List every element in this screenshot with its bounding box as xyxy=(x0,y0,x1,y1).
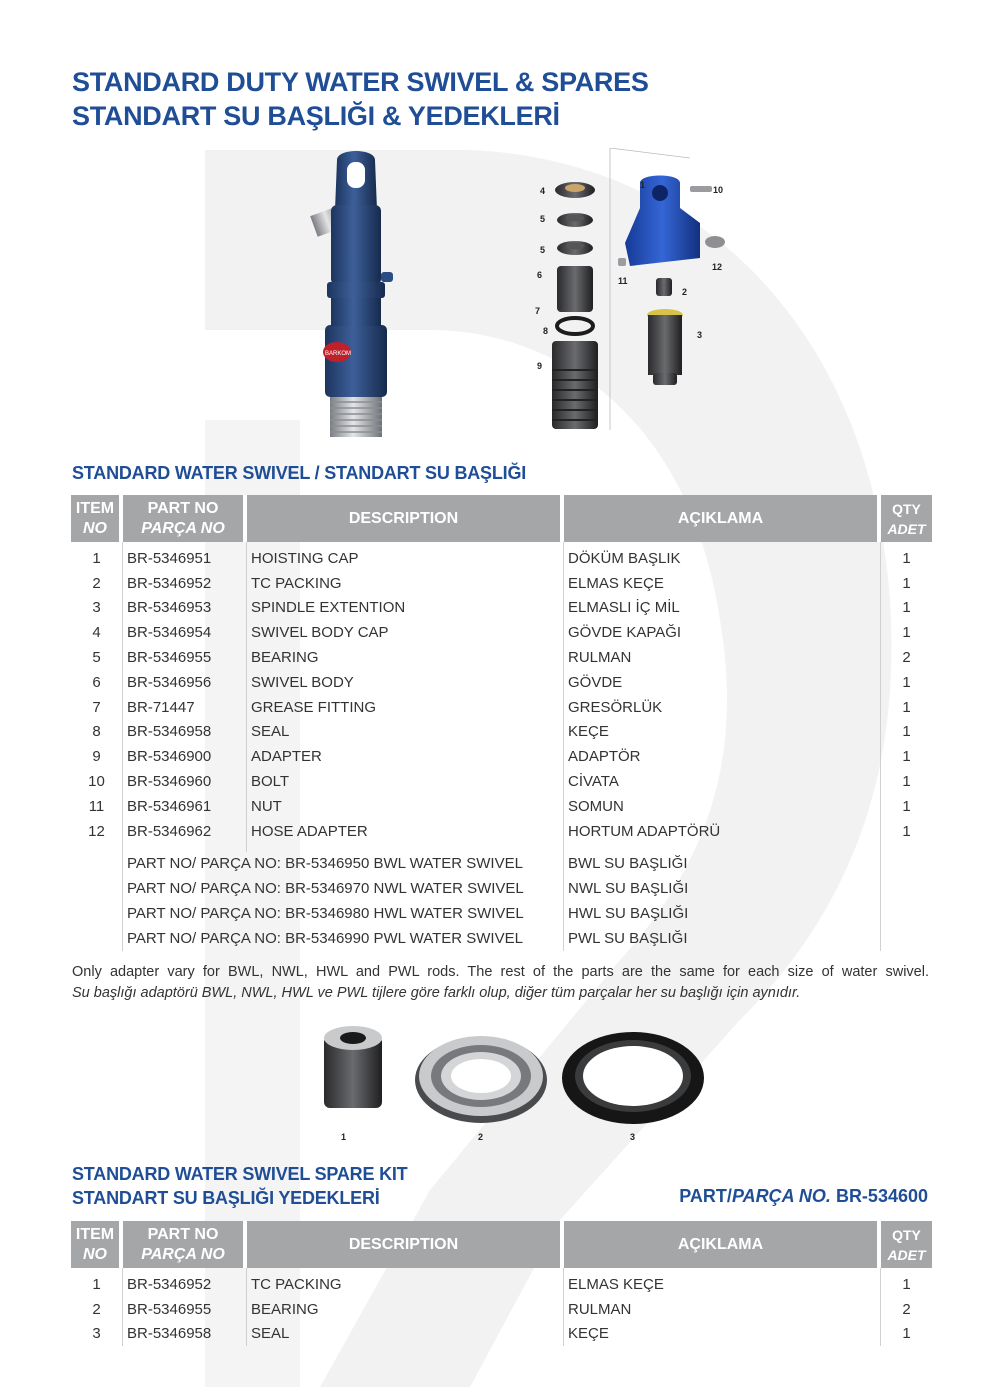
table-spacer-row xyxy=(71,844,932,852)
empty-cell xyxy=(564,844,881,852)
aciklama-cell: ELMAS KEÇE xyxy=(564,571,881,596)
table-row xyxy=(71,819,932,844)
table-row xyxy=(71,695,932,720)
part-number-cell: BR-71447 xyxy=(123,695,247,720)
variant-part-text: PART NO/ PARÇA NO: BR-5346980 HWL WATER SWIVEL xyxy=(123,901,564,926)
exploded-label-9: 9 xyxy=(537,361,543,371)
table-row xyxy=(71,542,932,571)
table-row xyxy=(71,571,932,596)
header-description: DESCRIPTION xyxy=(247,1221,564,1268)
item-number-cell: 6 xyxy=(71,670,123,695)
qty-cell: 1 xyxy=(902,1275,911,1293)
aciklama-cell: GRESÖRLÜK xyxy=(564,695,881,720)
table-header-row xyxy=(71,1221,932,1268)
qty-cell: 2 xyxy=(902,649,911,667)
part-number-cell: BR-5346956 xyxy=(123,670,247,695)
qty-cell: 1 xyxy=(902,773,911,791)
note-paragraph xyxy=(72,962,929,1004)
qty-cell: 1 xyxy=(902,797,911,815)
part-number-cell: BR-5346953 xyxy=(123,596,247,621)
exploded-label-8: 8 xyxy=(543,326,549,336)
water-swivel-image xyxy=(295,150,415,440)
aciklama-cell: GÖVDE xyxy=(564,670,881,695)
item-number-cell: 1 xyxy=(71,1268,123,1297)
variant-aciklama-cell: NWL SU BAŞLIĞI xyxy=(564,876,881,901)
aciklama-cell: RULMAN xyxy=(564,1297,881,1322)
exploded-label-1: 1 xyxy=(640,180,646,190)
seal-image xyxy=(560,1026,706,1126)
kit-section-title-tr: STANDART SU BAŞLIĞI YEDEKLERİ xyxy=(72,1188,380,1208)
exploded-label-5a: 5 xyxy=(540,214,546,224)
aciklama-cell: CİVATA xyxy=(564,769,881,794)
tc-packing-image xyxy=(318,1022,388,1114)
description-cell: BEARING xyxy=(247,645,564,670)
empty-cell xyxy=(71,844,123,852)
part-number-cell: BR-5346955 xyxy=(123,1297,247,1322)
aciklama-cell: KEÇE xyxy=(564,720,881,745)
header-description: DESCRIPTION xyxy=(247,495,564,542)
variant-row xyxy=(71,901,932,926)
item-number-cell: 2 xyxy=(71,1297,123,1322)
empty-cell xyxy=(881,844,932,852)
item-number-cell: 3 xyxy=(71,596,123,621)
page-title-tr: STANDART SU BAŞLIĞI & YEDEKLERİ xyxy=(72,101,560,131)
empty-cell xyxy=(881,926,932,951)
part-number-cell: BR-5346951 xyxy=(123,542,247,571)
part-number-cell: BR-5346961 xyxy=(123,794,247,819)
part-number-cell: BR-5346900 xyxy=(123,744,247,769)
variant-row xyxy=(71,852,932,877)
table-row xyxy=(71,596,932,621)
variant-row xyxy=(71,926,932,951)
aciklama-cell: ELMAS KEÇE xyxy=(564,1268,881,1297)
qty-cell: 2 xyxy=(902,1300,911,1318)
aciklama-cell: GÖVDE KAPAĞI xyxy=(564,620,881,645)
part-number-cell: BR-5346952 xyxy=(123,1268,247,1297)
aciklama-cell: ELMASLI İÇ MİL xyxy=(564,596,881,621)
exploded-label-11: 11 xyxy=(618,276,628,286)
header-qty: QTY ADET xyxy=(881,1221,932,1268)
header-item: ITEM NO xyxy=(71,495,123,542)
description-cell: HOSE ADAPTER xyxy=(247,819,564,844)
qty-cell: 1 xyxy=(902,599,911,617)
variant-part-text: PART NO/ PARÇA NO: BR-5346950 BWL WATER SWIVEL xyxy=(123,852,564,877)
empty-cell xyxy=(123,844,247,852)
description-cell: NUT xyxy=(247,794,564,819)
qty-cell: 1 xyxy=(902,1325,911,1343)
description-cell: GREASE FITTING xyxy=(247,695,564,720)
part-number-cell: BR-5346958 xyxy=(123,1322,247,1347)
item-number-cell: 12 xyxy=(71,819,123,844)
empty-cell xyxy=(71,901,123,926)
empty-cell xyxy=(881,876,932,901)
empty-cell xyxy=(881,852,932,877)
exploded-view-image xyxy=(530,148,730,433)
aciklama-cell: SOMUN xyxy=(564,794,881,819)
variant-part-text: PART NO/ PARÇA NO: BR-5346990 PWL WATER SWIVEL xyxy=(123,926,564,951)
description-cell: BOLT xyxy=(247,769,564,794)
exploded-label-10: 10 xyxy=(713,185,724,195)
part-number-cell: BR-5346952 xyxy=(123,571,247,596)
variant-aciklama-cell: BWL SU BAŞLIĞI xyxy=(564,852,881,877)
description-cell: SPINDLE EXTENTION xyxy=(247,596,564,621)
qty-cell: 1 xyxy=(902,822,911,840)
exploded-label-12: 12 xyxy=(712,262,723,272)
item-number-cell: 5 xyxy=(71,645,123,670)
item-number-cell: 11 xyxy=(71,794,123,819)
description-cell: SEAL xyxy=(247,1322,564,1347)
part-number-cell: BR-5346960 xyxy=(123,769,247,794)
description-cell: SEAL xyxy=(247,720,564,745)
header-item: ITEM NO xyxy=(71,1221,123,1268)
exploded-label-4: 4 xyxy=(540,186,546,196)
header-aciklama: AÇIKLAMA xyxy=(564,495,881,542)
bearing-image xyxy=(413,1030,549,1124)
qty-cell: 1 xyxy=(902,673,911,691)
exploded-label-5b: 5 xyxy=(540,245,546,255)
description-cell: BEARING xyxy=(247,1297,564,1322)
qty-cell: 1 xyxy=(902,549,911,567)
variant-aciklama-cell: HWL SU BAŞLIĞI xyxy=(564,901,881,926)
kit-image-label-1: 1 xyxy=(341,1132,347,1142)
table-row xyxy=(71,1268,932,1297)
kit-image-label-2: 2 xyxy=(478,1132,484,1142)
description-cell: SWIVEL BODY CAP xyxy=(247,620,564,645)
description-cell: TC PACKING xyxy=(247,571,564,596)
qty-cell: 1 xyxy=(902,698,911,716)
variant-aciklama-cell: PWL SU BAŞLIĞI xyxy=(564,926,881,951)
part-number-cell: BR-5346962 xyxy=(123,819,247,844)
page-title-en: STANDARD DUTY WATER SWIVEL & SPARES xyxy=(72,67,649,97)
header-part-no: PART NO PARÇA NO xyxy=(123,495,247,542)
aciklama-cell: DÖKÜM BAŞLIK xyxy=(564,542,881,571)
item-number-cell: 8 xyxy=(71,720,123,745)
aciklama-cell: HORTUM ADAPTÖRÜ xyxy=(564,819,881,844)
kit-image-label-3: 3 xyxy=(630,1132,636,1142)
table-row xyxy=(71,744,932,769)
qty-cell: 1 xyxy=(902,624,911,642)
empty-cell xyxy=(881,901,932,926)
header-part-no: PART NO PARÇA NO xyxy=(123,1221,247,1268)
empty-cell xyxy=(71,876,123,901)
aciklama-cell: RULMAN xyxy=(564,645,881,670)
table-row xyxy=(71,645,932,670)
table-row xyxy=(71,620,932,645)
note-turkish: Su başlığı adaptörü BWL, NWL, HWL ve PWL tijlere göre farklı olup, diğer tüm parçalar her su başlığı için aynıdır. xyxy=(72,985,801,1001)
description-cell: SWIVEL BODY xyxy=(247,670,564,695)
item-number-cell: 1 xyxy=(71,542,123,571)
part-number-cell: BR-5346955 xyxy=(123,645,247,670)
table-row xyxy=(71,794,932,819)
description-cell: HOISTING CAP xyxy=(247,542,564,571)
kit-parts-table xyxy=(71,1221,932,1346)
item-number-cell: 2 xyxy=(71,571,123,596)
variant-row xyxy=(71,876,932,901)
table-header-row xyxy=(71,495,932,542)
table-row xyxy=(71,720,932,745)
empty-cell xyxy=(71,852,123,877)
swivel-parts-table xyxy=(71,495,932,951)
item-number-cell: 9 xyxy=(71,744,123,769)
description-cell: TC PACKING xyxy=(247,1268,564,1297)
table-row xyxy=(71,670,932,695)
kit-section-title-en: STANDARD WATER SWIVEL SPARE KIT xyxy=(72,1164,408,1184)
item-number-cell: 7 xyxy=(71,695,123,720)
item-number-cell: 4 xyxy=(71,620,123,645)
variant-part-text: PART NO/ PARÇA NO: BR-5346970 NWL WATER SWIVEL xyxy=(123,876,564,901)
exploded-label-7: 7 xyxy=(535,306,541,316)
aciklama-cell: ADAPTÖR xyxy=(564,744,881,769)
logo-text: BARKOM xyxy=(325,351,352,357)
header-aciklama: AÇIKLAMA xyxy=(564,1221,881,1268)
table-row xyxy=(71,1322,932,1347)
empty-cell xyxy=(247,844,564,852)
empty-cell xyxy=(71,926,123,951)
qty-cell: 1 xyxy=(902,748,911,766)
part-number-cell: BR-5346958 xyxy=(123,720,247,745)
exploded-label-6: 6 xyxy=(537,270,543,280)
swivel-section-title: STANDARD WATER SWIVEL / STANDART SU BAŞLIĞI xyxy=(72,463,527,483)
exploded-label-2: 2 xyxy=(682,287,688,297)
exploded-label-3: 3 xyxy=(697,330,703,340)
part-number-cell: BR-5346954 xyxy=(123,620,247,645)
table-row xyxy=(71,1297,932,1322)
note-english: Only adapter vary for BWL, NWL, HWL and PWL rods. The rest of the parts are the same for each size of water swivel. xyxy=(72,964,929,980)
header-qty: QTY ADET xyxy=(881,495,932,542)
qty-cell: 1 xyxy=(902,723,911,741)
description-cell: ADAPTER xyxy=(247,744,564,769)
kit-part-number: PART/PARÇA NO. BR-534600 xyxy=(679,1186,928,1206)
table-row xyxy=(71,769,932,794)
qty-cell: 1 xyxy=(902,574,911,592)
item-number-cell: 10 xyxy=(71,769,123,794)
item-number-cell: 3 xyxy=(71,1322,123,1347)
aciklama-cell: KEÇE xyxy=(564,1322,881,1347)
